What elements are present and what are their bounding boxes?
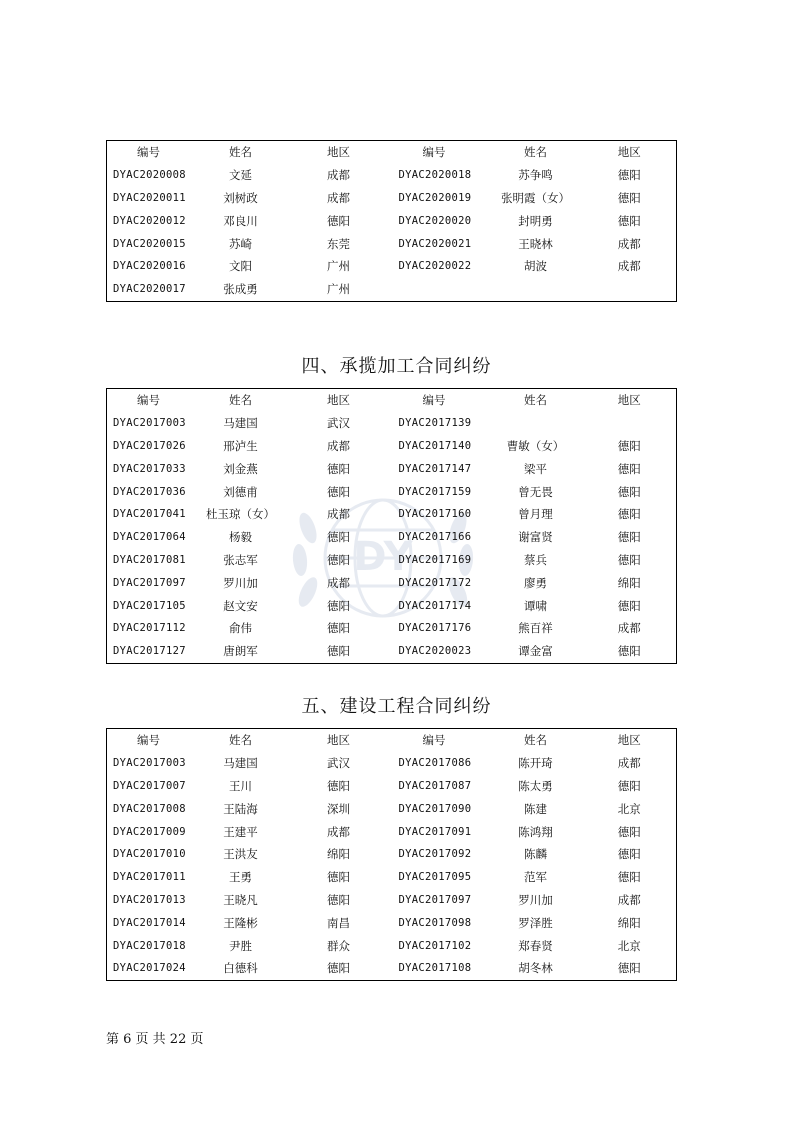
cell-code: DYAC2020020 [398, 214, 472, 227]
cell-name: 熊百祥 [518, 621, 553, 636]
cell-region: 德阳 [327, 484, 350, 499]
cell-region: 群众 [327, 938, 350, 953]
header-name: 姓名 [524, 145, 547, 160]
cell-name: 王洪友 [223, 847, 258, 862]
cell-code: DYAC2017011 [113, 871, 186, 884]
cell-region: 德阳 [617, 507, 641, 522]
cell-region [583, 278, 677, 301]
cell-code: DYAC2017018 [113, 939, 186, 952]
cell-name: 王晓林 [518, 236, 553, 251]
cell-name: 刘德甫 [223, 484, 258, 499]
table-row [107, 889, 677, 912]
cell-region: 绵阳 [327, 847, 350, 862]
cell-name: 曹敏（女） [506, 438, 565, 453]
header-region: 地区 [617, 393, 641, 408]
cell-code: DYAC2017003 [113, 757, 186, 770]
cell-name: 俞伟 [229, 621, 252, 636]
table-header-row [107, 141, 677, 164]
cell-name: 王建平 [223, 824, 258, 839]
table-header-row [107, 389, 677, 412]
cell-name: 罗泽胜 [518, 915, 553, 930]
cell-code: DYAC2017086 [398, 757, 472, 770]
table-row [107, 934, 677, 957]
cell-code: DYAC2017013 [113, 893, 186, 906]
cell-code: DYAC2020016 [113, 260, 186, 273]
header-code: 编号 [422, 393, 446, 408]
header-name: 姓名 [229, 145, 252, 160]
table-row [107, 503, 677, 526]
cell-region: 成都 [617, 621, 641, 636]
cell-code: DYAC2017024 [113, 962, 186, 975]
cell-code: DYAC2017008 [113, 802, 186, 815]
header-region: 地区 [327, 733, 350, 748]
cell-name [489, 412, 583, 435]
cell-code: DYAC2017147 [398, 462, 472, 475]
cell-name: 白德科 [223, 961, 258, 976]
cell-region: 北京 [617, 801, 641, 816]
cell-region: 北京 [617, 938, 641, 953]
cell-region: 德阳 [327, 778, 350, 793]
cell-region: 成都 [327, 824, 350, 839]
cell-code: DYAC2017081 [113, 553, 186, 566]
table-row [107, 164, 677, 187]
cell-name: 邓良川 [223, 213, 258, 228]
cell-code: DYAC2017140 [398, 439, 472, 452]
cell-name: 王川 [229, 778, 252, 793]
cell-code: DYAC2017176 [398, 622, 472, 635]
cell-code: DYAC2017108 [398, 962, 472, 975]
cell-code: DYAC2017105 [113, 599, 186, 612]
table-row [107, 594, 677, 617]
cell-name: 谭金富 [518, 644, 553, 659]
cell-code: DYAC2020018 [398, 169, 472, 182]
cell-name: 陈麟 [524, 847, 547, 862]
cell-code: DYAC2017095 [398, 871, 472, 884]
table-row [107, 571, 677, 594]
table-row [107, 232, 677, 255]
cell-name: 文阳 [229, 259, 252, 274]
table-row [107, 435, 677, 458]
header-name: 姓名 [229, 393, 252, 408]
table-row [107, 412, 677, 435]
table-row [107, 255, 677, 278]
cell-code: DYAC2020022 [398, 260, 472, 273]
cell-name: 马建国 [223, 756, 258, 771]
cell-name: 张志军 [223, 552, 258, 567]
cell-name: 苏崎 [229, 236, 252, 251]
header-code: 编号 [422, 733, 446, 748]
table-row [107, 640, 677, 663]
cell-name: 曾月理 [518, 507, 553, 522]
header-name: 姓名 [524, 393, 547, 408]
section-title-5: 五、建设工程合同纠纷 [301, 696, 492, 717]
header-region: 地区 [327, 393, 350, 408]
cell-code: DYAC2017014 [113, 916, 186, 929]
cell-region: 德阳 [617, 168, 641, 183]
table-2 [106, 388, 677, 664]
table-row [107, 843, 677, 866]
cell-code: DYAC2017112 [113, 622, 186, 635]
page-number-footer: 第 6 页 共 22 页 [106, 1032, 204, 1047]
cell-name: 王陆海 [223, 801, 258, 816]
cell-code: DYAC2020015 [113, 237, 186, 250]
cell-region: 德阳 [617, 438, 641, 453]
cell-code: DYAC2017097 [113, 576, 186, 589]
header-region: 地区 [327, 145, 350, 160]
cell-code: DYAC2017102 [398, 939, 472, 952]
cell-region: 德阳 [327, 621, 350, 636]
table-3 [106, 728, 677, 981]
cell-region: 深圳 [327, 801, 350, 816]
cell-region: 德阳 [327, 552, 350, 567]
cell-region: 德阳 [327, 961, 350, 976]
cell-code: DYAC2017172 [398, 576, 472, 589]
cell-region: 武汉 [327, 756, 350, 771]
cell-region: 德阳 [617, 644, 641, 659]
cell-name: 谢富贤 [518, 530, 553, 545]
cell-region: 绵阳 [617, 575, 641, 590]
cell-code: DYAC2020017 [113, 283, 186, 296]
cell-region: 广州 [327, 282, 350, 297]
cell-name: 陈太勇 [518, 778, 553, 793]
cell-region: 德阳 [617, 190, 641, 205]
cell-region: 成都 [327, 168, 350, 183]
cell-name: 封明勇 [518, 213, 553, 228]
table-row [107, 526, 677, 549]
table-row [107, 278, 677, 301]
cell-code: DYAC2017127 [113, 645, 186, 658]
cell-name: 陈鸿翔 [518, 824, 553, 839]
cell-name: 梁平 [524, 461, 547, 476]
cell-code: DYAC2017159 [398, 485, 472, 498]
cell-name: 刘金燕 [223, 461, 258, 476]
cell-region: 东莞 [327, 236, 350, 251]
cell-code: DYAC2017010 [113, 848, 186, 861]
header-region: 地区 [617, 145, 641, 160]
cell-region: 德阳 [617, 847, 641, 862]
cell-region: 德阳 [617, 961, 641, 976]
header-code: 编号 [137, 145, 160, 160]
cell-region: 德阳 [327, 892, 350, 907]
cell-region: 德阳 [617, 530, 641, 545]
cell-name: 胡波 [524, 259, 547, 274]
table-1 [106, 140, 677, 302]
cell-region: 德阳 [617, 598, 641, 613]
cell-name: 王隆彬 [223, 915, 258, 930]
cell-region: 德阳 [617, 213, 641, 228]
cell-region: 德阳 [327, 461, 350, 476]
table-row [107, 820, 677, 843]
cell-name: 杜玉琼（女） [206, 507, 275, 522]
section-title-4: 四、承揽加工合同纠纷 [301, 356, 492, 377]
cell-code: DYAC2017097 [398, 893, 472, 906]
cell-region: 成都 [617, 236, 641, 251]
table-row [107, 480, 677, 503]
cell-name: 赵文安 [223, 598, 258, 613]
cell-code [393, 278, 489, 301]
cell-region: 德阳 [617, 484, 641, 499]
cell-region: 成都 [327, 507, 350, 522]
table-row [107, 209, 677, 232]
watermark-text: DY [353, 534, 413, 580]
cell-code: DYAC2017003 [113, 417, 186, 430]
cell-code: DYAC2017033 [113, 462, 186, 475]
cell-code: DYAC2017169 [398, 553, 472, 566]
cell-code: DYAC2020012 [113, 214, 186, 227]
cell-region: 成都 [617, 259, 641, 274]
table-row [107, 549, 677, 572]
cell-region: 德阳 [617, 552, 641, 567]
cell-name: 王勇 [229, 870, 252, 885]
cell-name: 张成勇 [223, 282, 258, 297]
cell-code: DYAC2020021 [398, 237, 472, 250]
cell-name: 谭啸 [524, 598, 547, 613]
cell-name: 刘树政 [223, 190, 258, 205]
cell-code: DYAC2017098 [398, 916, 472, 929]
cell-code: DYAC2017091 [398, 825, 472, 838]
header-code: 编号 [137, 733, 160, 748]
cell-code: DYAC2017007 [113, 779, 186, 792]
cell-name: 马建国 [223, 416, 258, 431]
cell-name: 张明霞（女） [501, 190, 570, 205]
cell-name: 文延 [229, 168, 252, 183]
cell-name: 尹胜 [229, 938, 252, 953]
cell-code: DYAC2017090 [398, 802, 472, 815]
table-row [107, 617, 677, 640]
table-row [107, 457, 677, 480]
cell-region: 成都 [327, 190, 350, 205]
cell-code: DYAC2017026 [113, 439, 186, 452]
cell-code: DYAC2020019 [398, 191, 472, 204]
cell-code: DYAC2020008 [113, 169, 186, 182]
table-row [107, 911, 677, 934]
cell-region: 德阳 [327, 870, 350, 885]
cell-code: DYAC2017036 [113, 485, 186, 498]
cell-region: 德阳 [617, 778, 641, 793]
cell-code: DYAC2017041 [113, 508, 186, 521]
cell-name: 苏争鸣 [518, 168, 553, 183]
cell-name: 蔡兵 [524, 552, 547, 567]
cell-name: 罗川加 [223, 575, 258, 590]
header-region: 地区 [617, 733, 641, 748]
cell-code: DYAC2020011 [113, 191, 186, 204]
cell-code: DYAC2017174 [398, 599, 472, 612]
table-row [107, 187, 677, 210]
table-header-row [107, 729, 677, 752]
cell-region: 德阳 [327, 644, 350, 659]
cell-name: 胡冬林 [518, 961, 553, 976]
cell-code: DYAC2017139 [398, 417, 472, 430]
cell-name: 唐朗军 [223, 644, 258, 659]
cell-region: 成都 [327, 438, 350, 453]
cell-name: 廖勇 [524, 575, 547, 590]
cell-name: 范军 [524, 870, 547, 885]
cell-region [583, 412, 677, 435]
cell-region: 德阳 [617, 461, 641, 476]
cell-name: 陈开琦 [518, 756, 553, 771]
cell-region: 绵阳 [617, 915, 641, 930]
cell-region: 德阳 [327, 213, 350, 228]
cell-name: 罗川加 [518, 892, 553, 907]
table-row [107, 866, 677, 889]
cell-code: DYAC2017064 [113, 531, 186, 544]
cell-region: 广州 [327, 259, 350, 274]
cell-code: DYAC2020023 [398, 645, 472, 658]
cell-name: 王晓凡 [223, 892, 258, 907]
header-code: 编号 [422, 145, 446, 160]
header-code: 编号 [137, 393, 160, 408]
header-name: 姓名 [524, 733, 547, 748]
cell-region: 武汉 [327, 416, 350, 431]
cell-region: 德阳 [617, 824, 641, 839]
cell-code: DYAC2017160 [398, 508, 472, 521]
cell-name: 郑春贤 [518, 938, 553, 953]
table-row [107, 752, 677, 775]
table-row [107, 775, 677, 798]
cell-code: DYAC2017087 [398, 779, 472, 792]
cell-code: DYAC2017092 [398, 848, 472, 861]
table-row [107, 957, 677, 980]
cell-name: 邢泸生 [223, 438, 258, 453]
cell-region: 成都 [617, 756, 641, 771]
cell-region: 德阳 [327, 598, 350, 613]
cell-region: 德阳 [327, 530, 350, 545]
table-row [107, 797, 677, 820]
cell-name: 杨毅 [229, 530, 252, 545]
cell-region: 南昌 [327, 915, 350, 930]
cell-name [489, 278, 583, 301]
cell-code: DYAC2017166 [398, 531, 472, 544]
cell-region: 德阳 [617, 870, 641, 885]
cell-name: 陈建 [524, 801, 547, 816]
cell-region: 成都 [617, 892, 641, 907]
cell-region: 成都 [327, 575, 350, 590]
cell-name: 曾无畏 [518, 484, 553, 499]
cell-code: DYAC2017009 [113, 825, 186, 838]
header-name: 姓名 [229, 733, 252, 748]
